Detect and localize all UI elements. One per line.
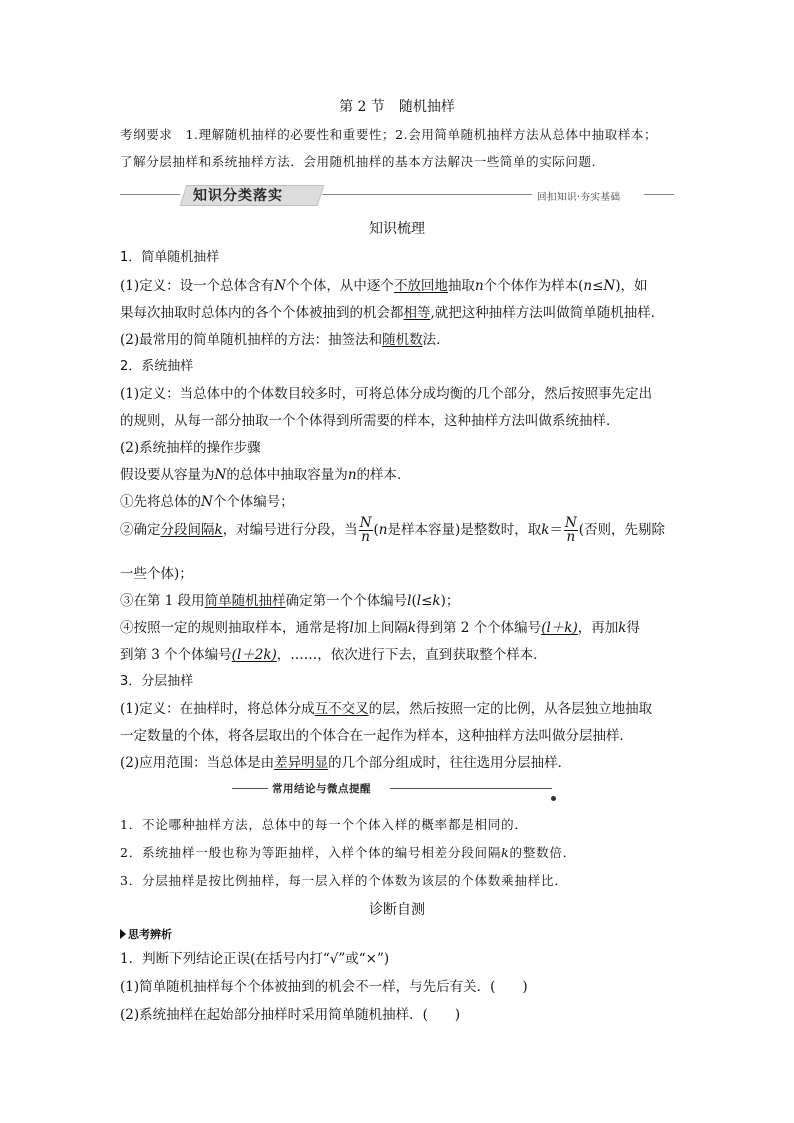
s2-step1: ①先将总体的N个个体编号；	[120, 494, 294, 510]
tips-rule-right	[390, 788, 552, 789]
banner-rule-mid	[322, 194, 532, 195]
triangle-marker-icon	[120, 929, 126, 939]
page-title: 第 2 节 随机抽样	[339, 99, 455, 115]
banner-rule-left	[120, 194, 180, 195]
s2-def-line2: 的规则，从每一部分抽取一个个体得到所需要的样本，这种抽样方法叫做系统抽样．	[120, 413, 620, 429]
s2-assume: 假设要从容量为N的总体中抽取容量为n的样本．	[120, 467, 411, 483]
s3-def-line2: 一定数量的个体，将各层取出的个体合在一起作为样本，这种抽样方法叫做分层抽样．	[120, 728, 633, 744]
question-1: 1．判断下列结论正误(在括号内打“√”或“×”)	[120, 951, 390, 967]
s1-def-line1: (1)定义：设一个总体含有N个个体，从中逐个不放回地抽取n个个体作为样本(n≤N)，如	[120, 278, 648, 294]
s2-steps: (2)系统抽样的操作步骤	[120, 440, 261, 456]
s1-def-line2: 果每次抽取时总体内的各个个体被抽到的机会都相等,就把这种抽样方法叫做简单随机抽样．	[120, 305, 665, 321]
tips-rule-left	[232, 788, 268, 789]
diagnostic-title: 诊断自测	[369, 902, 425, 918]
heading-systematic: 2．系统抽样	[120, 359, 194, 374]
s3-application: (2)应用范围：当总体是由差异明显的几个部分组成时，往往选用分层抽样．	[120, 755, 572, 771]
heading-simple-random: 1．简单随机抽样	[120, 250, 220, 265]
s1-method: (2)最常用的简单随机抽样的方法：抽签法和随机数法．	[120, 332, 450, 348]
s2-step3: ③在第 1 段用简单随机抽样确定第一个个体编号l(l≤k)；	[120, 593, 460, 609]
banner-subtitle: 回扣知识·夯实基础	[537, 192, 621, 203]
tips-heading: 常用结论与微点提醒	[272, 783, 371, 795]
s2-step2-cont: 一些个体)；	[120, 566, 193, 582]
think-label: 思考辨析	[120, 926, 172, 942]
question-1-2: (2)系统抽样在起始部分抽样时采用简单随机抽样．( )	[120, 1007, 461, 1023]
section-title: 知识梳理	[369, 221, 425, 237]
tip-2: 2．系统抽样一般也称为等距抽样，入样个体的编号相差分段间隔k的整数倍．	[120, 845, 577, 860]
question-1-1: (1)简单随机抽样每个个体被抽到的机会不一样，与先后有关．( )	[120, 979, 528, 995]
banner-title: 知识分类落实	[193, 188, 283, 204]
fraction-N-over-n-2: $\frac{N}{n}$	[564, 515, 577, 545]
heading-stratified: 3．分层抽样	[120, 674, 194, 689]
s2-step2: ②确定分段间隔k，对编号进行分段，当 $\frac{N}{n}$ (n是样本容量)是整数时，取k＝ $\frac{N}{n}$ (否则，先剔除	[120, 515, 666, 545]
s2-step4-line1: ④按照一定的规则抽取样本，通常是将l加上间隔k得到第 2 个个体编号(l＋k)，再加k得	[120, 620, 640, 636]
s2-def-line1: (1)定义：当总体中的个体数目较多时，可将总体分成均衡的几个部分，然后按照事先定出	[120, 386, 653, 402]
s2-step4-line2: 到第 3 个个体编号(l＋2k)，……，依次进行下去，直到获取整个样本．	[120, 647, 547, 663]
tips-dot	[551, 796, 556, 801]
tip-3: 3．分层抽样是按比例抽样，每一层入样的个体数为该层的个体数乘抽样比．	[120, 873, 568, 888]
s3-def-line1: (1)定义：在抽样时，将总体分成互不交叉的层，然后按照一定的比例，从各层独立地抽取	[120, 701, 653, 717]
tip-1: 1．不论哪种抽样方法，总体中的每一个个体入样的概率都是相同的．	[120, 817, 528, 832]
requirements-line-2: 了解分层抽样和系统抽样方法．会用随机抽样的基本方法解决一些简单的实际问题．	[120, 154, 605, 169]
fraction-N-over-n: $\frac{N}{n}$	[359, 515, 372, 545]
banner-rule-right	[644, 194, 674, 195]
requirements-line-1: 考纲要求 1.理解随机抽样的必要性和重要性；2.会用简单随机抽样方法从总体中抽取样本；	[120, 127, 658, 142]
